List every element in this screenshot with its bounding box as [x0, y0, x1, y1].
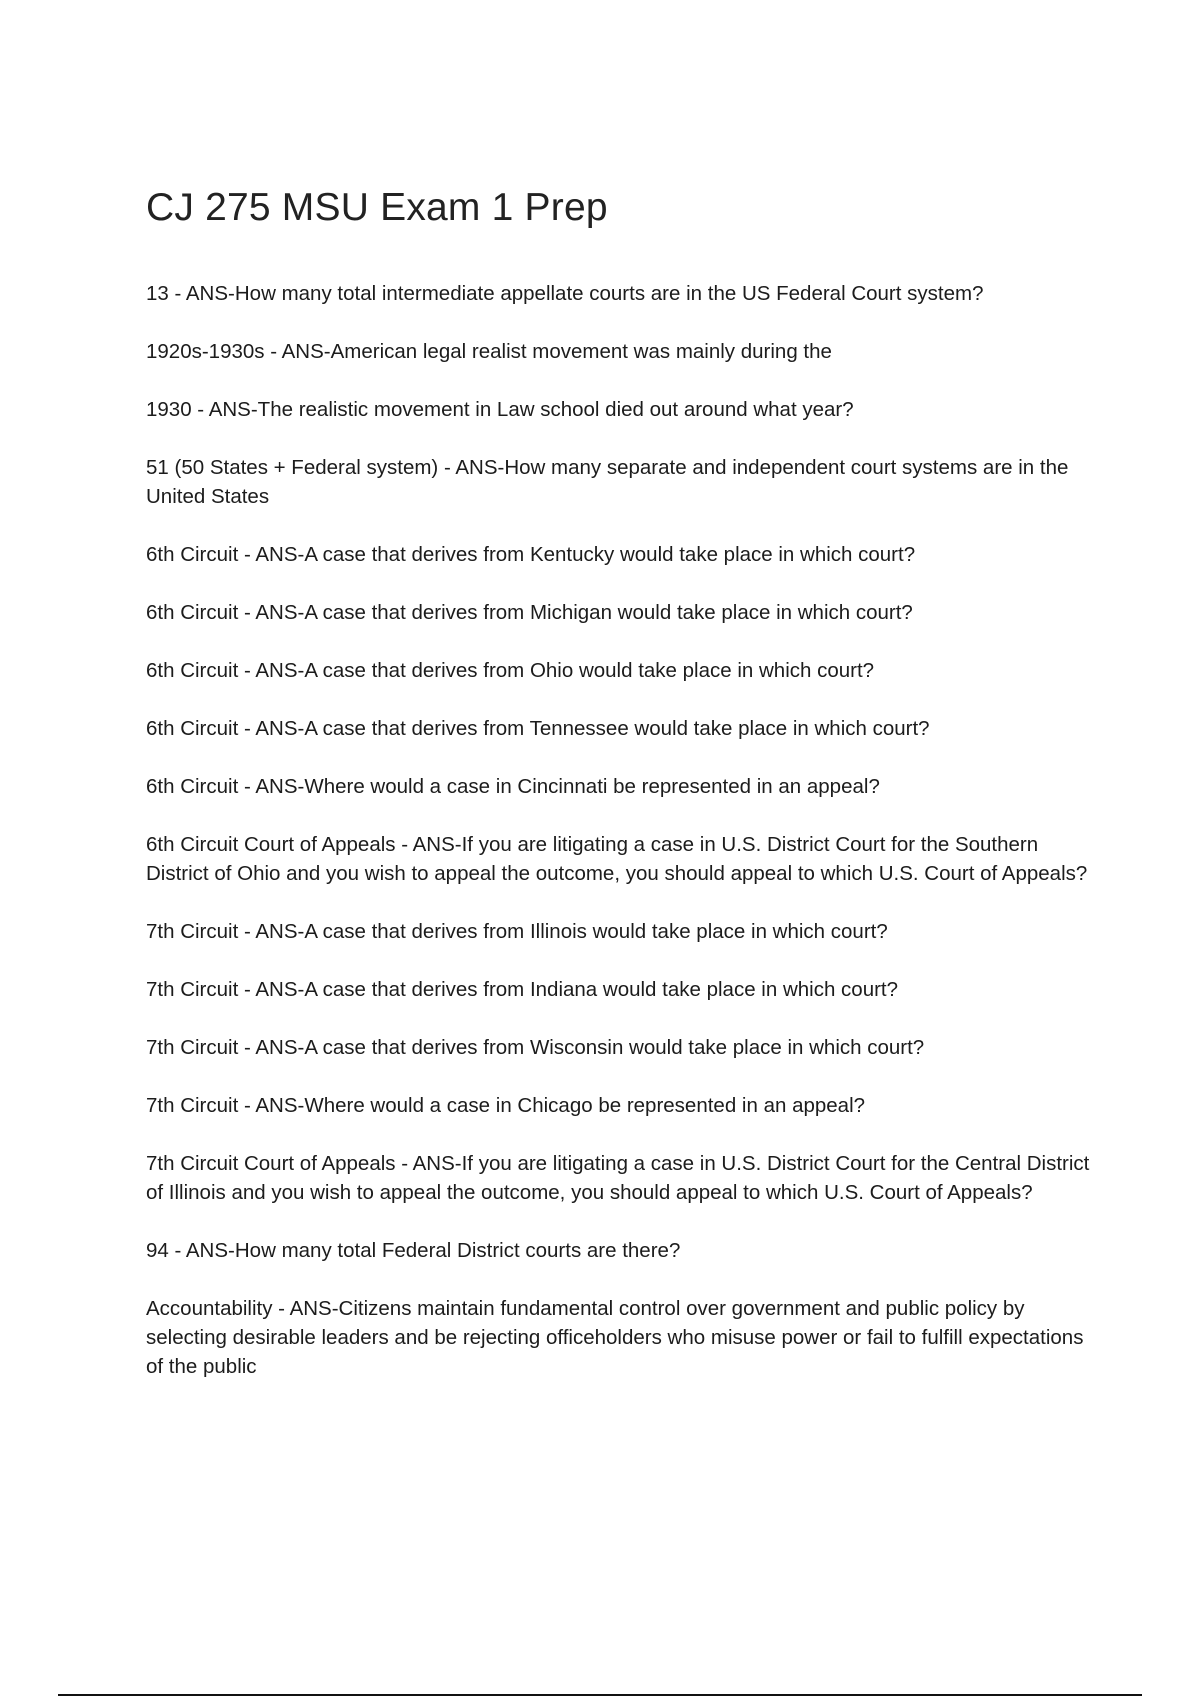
qa-entry: 7th Circuit - ANS-A case that derives from Indiana would take place in which court? [146, 978, 899, 1001]
qa-entry: 7th Circuit - ANS-A case that derives from Illinois would take place in which court? [146, 920, 888, 943]
qa-list [146, 279, 1096, 1410]
footer-divider [58, 1694, 1142, 1696]
qa-entry: 13 - ANS-How many total intermediate appellate courts are in the US Federal Court system? [146, 282, 984, 305]
qa-entry: 7th Circuit - ANS-A case that derives from Wisconsin would take place in which court? [146, 1036, 925, 1059]
qa-entry: 7th Circuit - ANS-Where would a case in Chicago be represented in an appeal? [146, 1094, 866, 1117]
qa-entry: 6th Circuit - ANS-Where would a case in Cincinnati be represented in an appeal? [146, 775, 880, 798]
qa-entry: 94 - ANS-How many total Federal District courts are there? [146, 1239, 681, 1262]
qa-entry: 51 (50 States + Federal system) - ANS-How many separate and independent court systems are in the United States [146, 456, 1069, 508]
qa-entry: 6th Circuit - ANS-A case that derives from Kentucky would take place in which court? [146, 543, 916, 566]
qa-entry: 6th Circuit - ANS-A case that derives from Ohio would take place in which court? [146, 659, 875, 682]
qa-entry: 7th Circuit Court of Appeals - ANS-If you are litigating a case in U.S. District Court for the Central District of Illinois and you wish to appeal the outcome, you should appeal to which U.S. Court of Appeals? [146, 1152, 1090, 1204]
qa-entry: 6th Circuit - ANS-A case that derives from Tennessee would take place in which court? [146, 717, 930, 740]
qa-entry: 1930 - ANS-The realistic movement in Law school died out around what year? [146, 398, 854, 421]
page-title: CJ 275 MSU Exam 1 Prep [146, 186, 608, 229]
qa-entry: Accountability - ANS-Citizens maintain fundamental control over government and public policy by selecting desirable leaders and be rejecting officeholders who misuse power or fail to fulfill expectations of the public [146, 1297, 1084, 1378]
qa-entry: 6th Circuit Court of Appeals - ANS-If you are litigating a case in U.S. District Court for the Southern District of Ohio and you wish to appeal the outcome, you should appeal to which U.S. Court of Appeals? [146, 833, 1088, 885]
qa-entry: 1920s-1930s - ANS-American legal realist movement was mainly during the [146, 340, 832, 363]
qa-entry: 6th Circuit - ANS-A case that derives from Michigan would take place in which court? [146, 601, 913, 624]
